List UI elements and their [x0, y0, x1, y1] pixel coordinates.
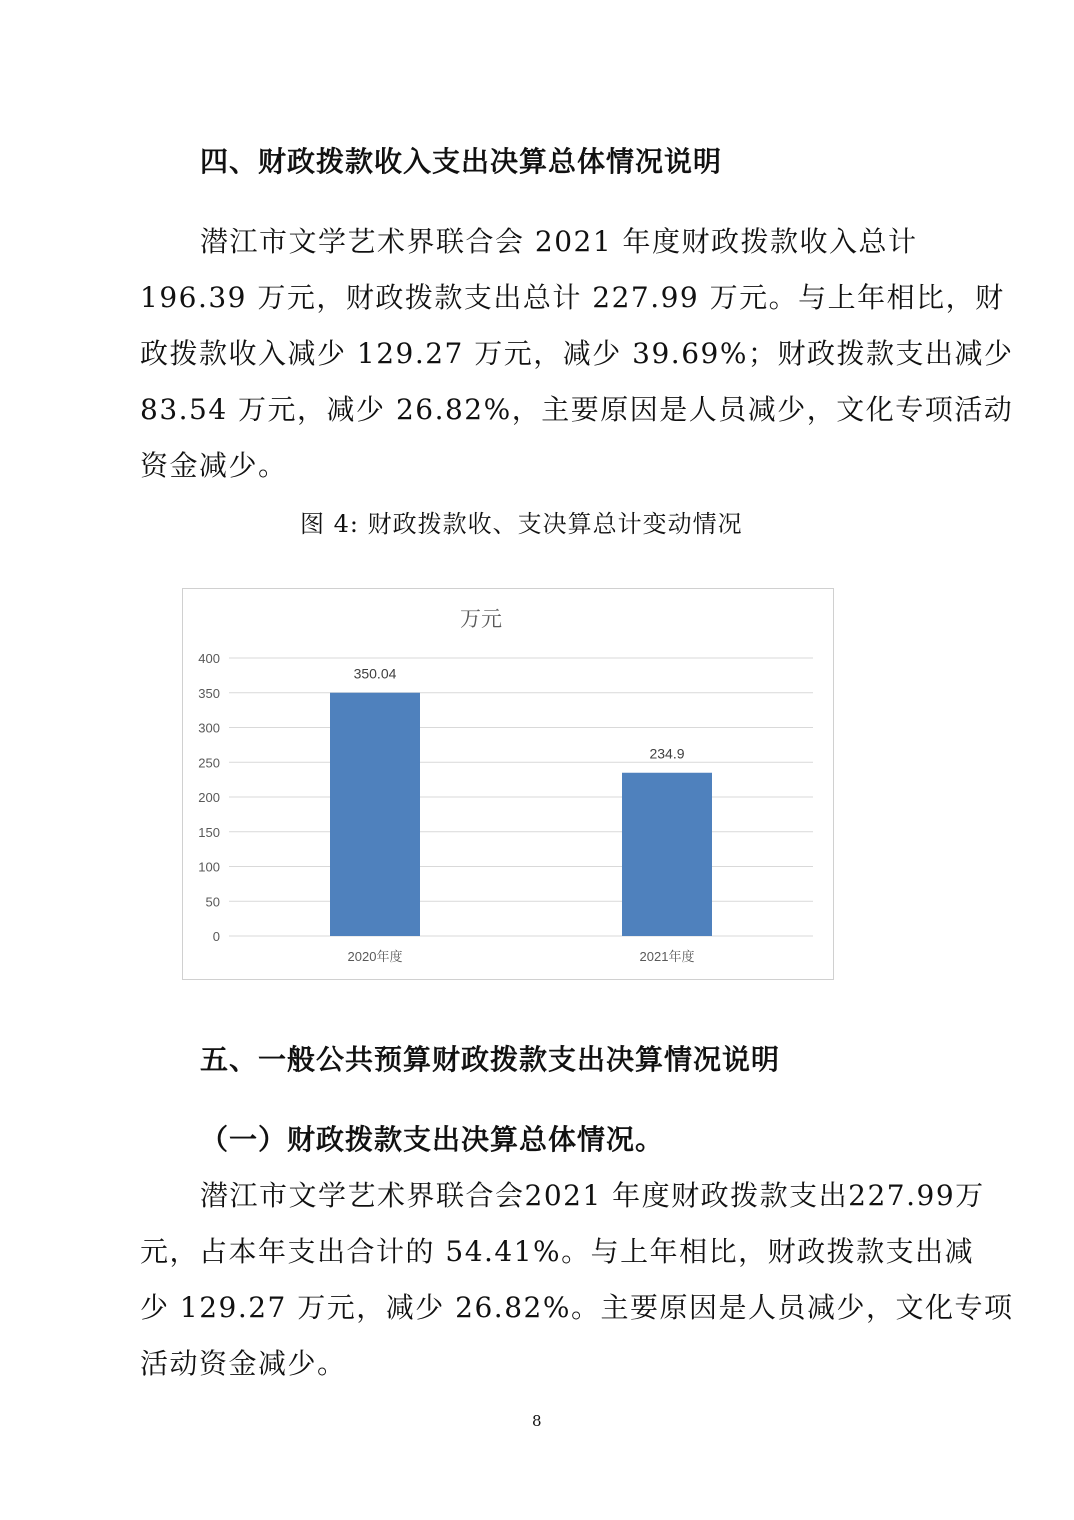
section-5-paragraph-line: 元，占本年支出合计的 54.41%。与上年相比，财政拨款支出减: [140, 1235, 975, 1268]
section-5-paragraph-line: 少 129.27 万元，减少 26.82%。主要原因是人员减少，文化专项: [140, 1291, 1014, 1324]
y-tick-label: 50: [205, 894, 220, 910]
y-tick-label: 350: [198, 685, 220, 701]
y-tick-label: 150: [198, 824, 220, 840]
section-5-subheading: （一）财政拨款支出决算总体情况。: [200, 1123, 665, 1156]
x-tick-label: 2020年度: [347, 949, 403, 964]
figure-caption: 图 4: 财政拨款收、支决算总计变动情况: [300, 510, 743, 538]
y-tick-label: 300: [198, 720, 220, 736]
bar-2021年度: [622, 773, 712, 936]
chart-title: 万元: [460, 607, 502, 631]
section-4-paragraph-line: 196.39 万元，财政拨款支出总计 227.99 万元。与上年相比，财: [140, 281, 1005, 314]
y-tick-label: 0: [212, 929, 220, 944]
y-tick-label: 200: [198, 790, 220, 805]
bar-2020年度: [330, 693, 420, 936]
data-label: 350.04: [353, 665, 397, 682]
y-tick-label: 400: [198, 651, 220, 666]
section-4-heading: 四、财政拨款收入支出决算总体情况说明: [200, 145, 723, 178]
bar-chart-svg: [183, 589, 833, 979]
y-tick-label: 100: [198, 859, 220, 875]
bar-chart: [182, 588, 834, 980]
section-4-paragraph-line: 政拨款收入减少 129.27 万元，减少 39.69%；财政拨款支出减少: [140, 337, 1014, 370]
page-number: 8: [532, 1412, 542, 1430]
section-5-paragraph-line: 活动资金减少。: [140, 1347, 347, 1380]
section-4-paragraph-line: 83.54 万元，减少 26.82%，主要原因是人员减少，文化专项活动: [140, 393, 1014, 426]
section-5-paragraph-line: 潜江市文学艺术界联合会2021 年度财政拨款支出227.99万: [200, 1179, 985, 1212]
section-4-paragraph-line: 资金减少。: [140, 449, 288, 482]
x-tick-label: 2021年度: [639, 949, 695, 964]
section-5-heading: 五、一般公共预算财政拨款支出决算情况说明: [200, 1043, 781, 1076]
section-4-paragraph-line: 潜江市文学艺术界联合会 2021 年度财政拨款收入总计: [200, 225, 918, 258]
data-label: 234.9: [649, 745, 685, 762]
y-tick-label: 250: [198, 755, 220, 771]
